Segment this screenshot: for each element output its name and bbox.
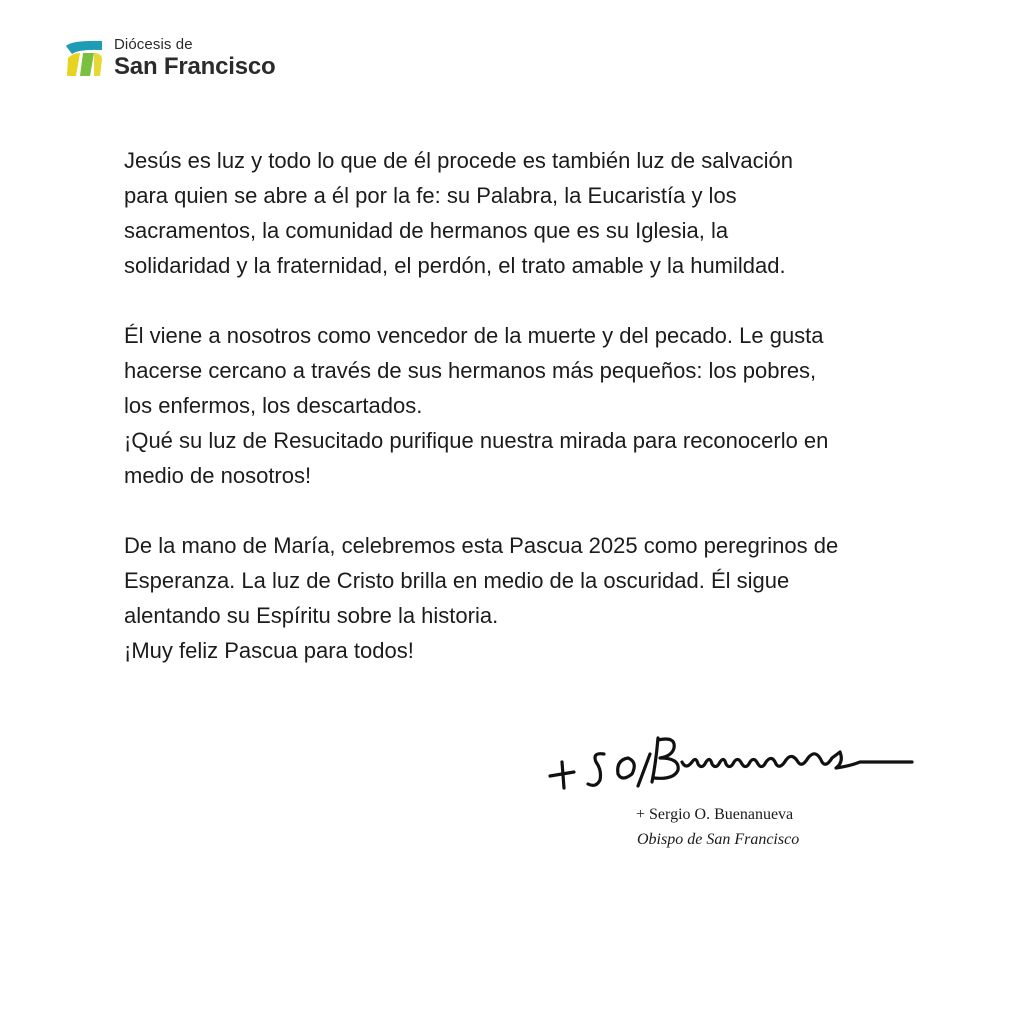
text-line: hacerse cercano a través de sus hermanos más pequeños: los pobres, [124,358,817,383]
text-line: ¡Muy feliz Pascua para todos! [124,638,414,663]
paragraph [124,318,954,493]
diocese-logo-icon [64,38,104,78]
diocese-logo [64,36,275,80]
logo-title: San Francisco [114,53,276,80]
text-line: De la mano de María, celebremos esta Pascua 2025 como peregrinos de [124,533,839,558]
text-line: Jesús es luz y todo lo que de él procede es también luz de salvación [124,148,793,173]
text-line: para quien se abre a él por la fe: su Palabra, la Eucaristía y los [124,183,737,208]
logo-subtitle: Diócesis de [114,36,193,53]
handwritten-signature [540,718,940,808]
text-line: medio de nosotros! [124,463,312,488]
signer-name: + Sergio O. Buenanueva [636,806,794,823]
text-line: los enfermos, los descartados. [124,393,423,418]
signer-title: Obispo de San Francisco [637,831,800,848]
paragraph [124,143,954,283]
paragraph [124,528,954,668]
text-line: alentando su Espíritu sobre la historia. [124,603,499,628]
letter-body [124,143,954,703]
text-line: sacramentos, la comunidad de hermanos que es su Iglesia, la [124,218,729,243]
text-line: Él viene a nosotros como vencedor de la muerte y del pecado. Le gusta [124,323,824,348]
text-line: ¡Qué su luz de Resucitado purifique nuestra mirada para reconocerlo en [124,428,829,453]
text-line: Esperanza. La luz de Cristo brilla en medio de la oscuridad. Él sigue [124,568,790,593]
signature-block [540,718,940,868]
text-line: solidaridad y la fraternidad, el perdón, el trato amable y la humildad. [124,253,786,278]
